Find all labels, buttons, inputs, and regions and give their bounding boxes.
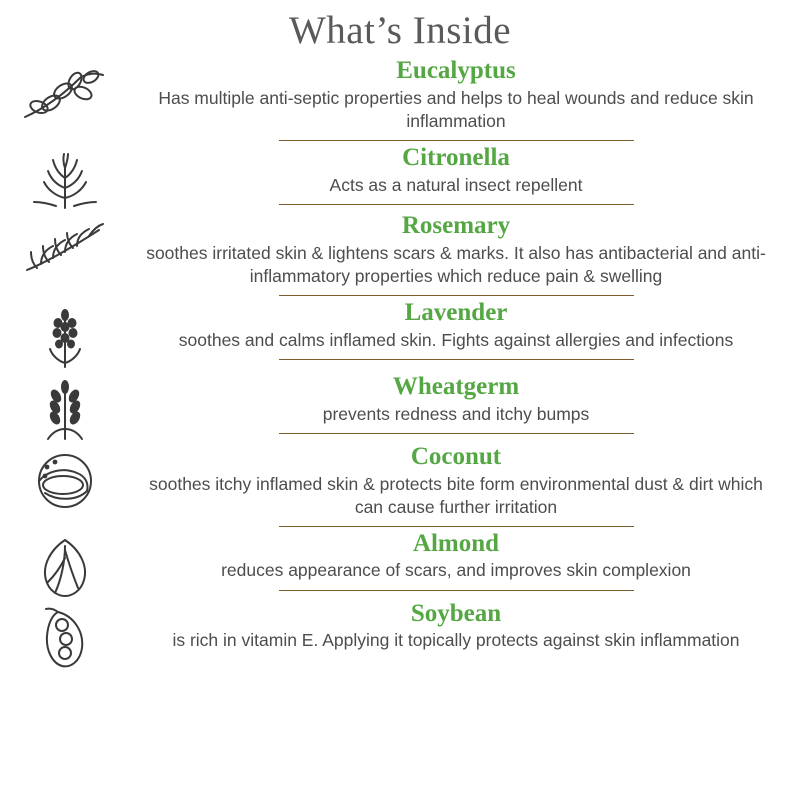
ingredient-description: soothes and calms inflamed skin. Fights against allergies and infections	[178, 329, 734, 350]
divider	[279, 359, 634, 360]
soybean-pod-icon	[0, 600, 130, 672]
rosemary-sprig-icon	[0, 212, 130, 280]
list-item	[0, 57, 800, 144]
ingredient-description: soothes irritated skin & lightens scars & marks. It also has antibacterial and anti-inflammatory properties which reduce pain & swelling	[146, 242, 766, 286]
list-item	[0, 530, 800, 600]
coconut-icon	[0, 443, 130, 511]
eucalyptus-branch-icon	[0, 57, 130, 127]
divider	[279, 433, 634, 434]
list-item	[0, 600, 800, 672]
lavender-stem-icon	[0, 299, 130, 373]
ingredient-description: reduces appearance of scars, and improves skin complexion	[221, 560, 691, 581]
ingredient-description: Has multiple anti-septic properties and helps to heal wounds and reduce skin inflammation	[158, 87, 754, 131]
list-item	[0, 373, 800, 443]
list-item	[0, 212, 800, 299]
ingredient-name: Rosemary	[401, 211, 511, 239]
ingredient-name: Coconut	[410, 442, 502, 470]
ingredient-name: Lavender	[404, 298, 508, 326]
ingredient-name: Citronella	[402, 143, 510, 171]
ingredient-list	[0, 57, 800, 672]
ingredient-name: Wheatgerm	[392, 372, 520, 400]
list-item	[0, 299, 800, 373]
page-title: What’s Inside	[288, 9, 512, 52]
list-item	[0, 443, 800, 530]
ingredient-name: Eucalyptus	[396, 56, 516, 84]
citronella-grass-icon	[0, 144, 130, 212]
list-item	[0, 144, 800, 212]
ingredient-description: Acts as a natural insect repellent	[329, 174, 583, 195]
almond-nut-icon	[0, 530, 130, 600]
divider	[279, 526, 634, 527]
ingredient-name: Soybean	[410, 599, 502, 627]
wheat-ear-icon	[0, 373, 130, 443]
divider	[279, 204, 634, 205]
ingredient-description: prevents redness and itchy bumps	[322, 403, 590, 424]
ingredient-description: soothes itchy inflamed skin & protects bite form environmental dust & dirt which can cause further irritation	[149, 473, 763, 517]
ingredient-description: is rich in vitamin E. Applying it topically protects against skin inflammation	[172, 630, 740, 651]
divider	[279, 140, 634, 141]
divider	[279, 590, 634, 591]
divider	[279, 295, 634, 296]
ingredient-name: Almond	[412, 529, 500, 557]
